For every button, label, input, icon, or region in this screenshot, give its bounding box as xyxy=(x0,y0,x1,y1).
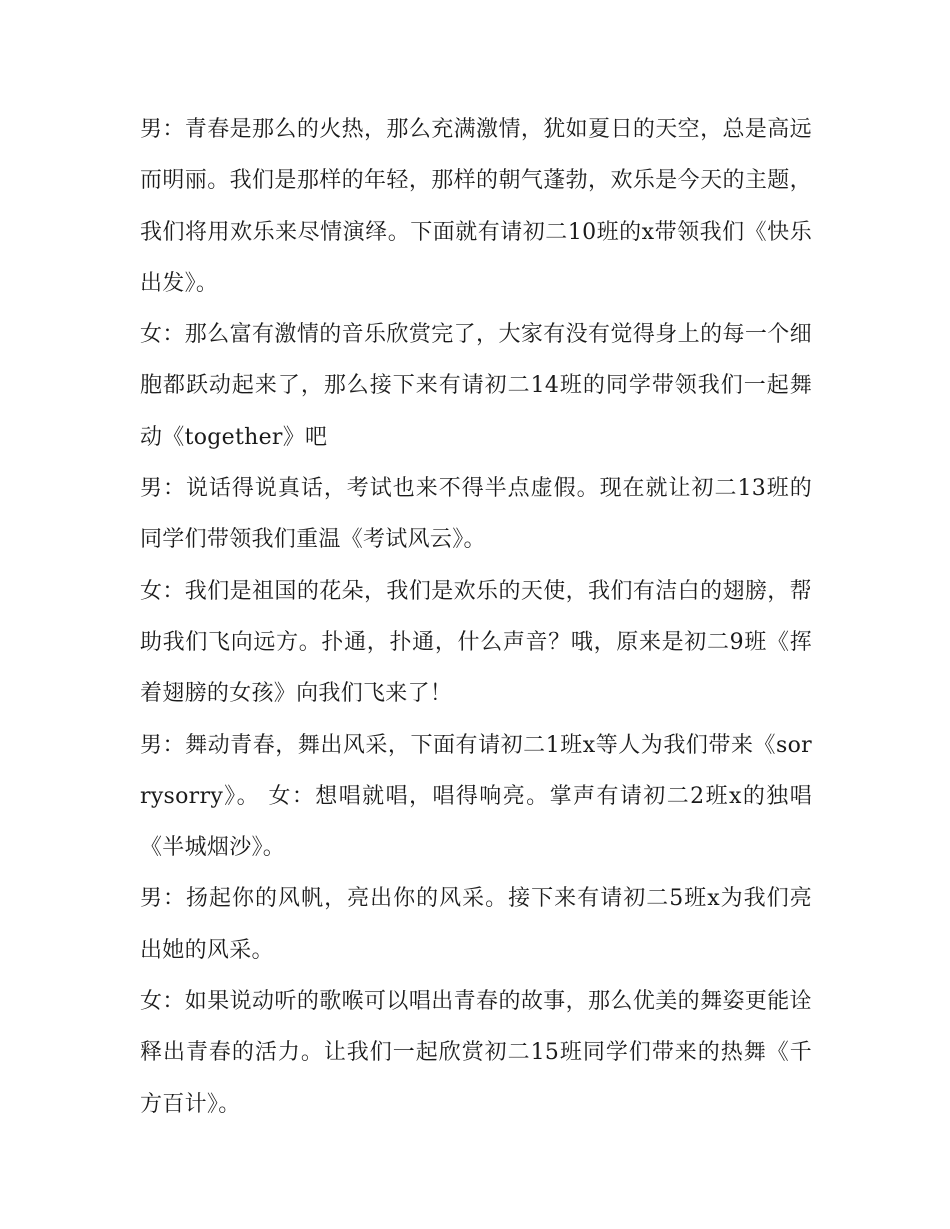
document-body xyxy=(140,104,812,1130)
paragraph-5: 男：舞动青春，舞出风采，下面有请初二1班x等人为我们带来《sorrysorry》。 女：想唱就唱，唱得响亮。掌声有请初二2班x的独唱《半城烟沙》。 xyxy=(140,732,812,861)
paragraph-1: 男：青春是那么的火热，那么充满激情，犹如夏日的天空，总是高远而明丽。我们是那样的年轻，那样的朝气蓬勃，欢乐是今天的主题，我们将用欢乐来尽情演绎。下面就有请初二10班的x带领我们《快乐出发》。 xyxy=(140,117,812,296)
paragraph-3: 男：说话得说真话，考试也来不得半点虚假。现在就让初二13班的同学们带领我们重温《考试风云》。 xyxy=(140,476,812,553)
paragraph-6: 男：扬起你的风帆，亮出你的风采。接下来有请初二5班x为我们亮出她的风采。 xyxy=(140,886,812,963)
paragraph-2: 女：那么富有激情的音乐欣赏完了，大家有没有觉得身上的每一个细胞都跃动起来了，那么接下来有请初二14班的同学带领我们一起舞动《together》吧 xyxy=(140,322,812,450)
paragraph-4: 女：我们是祖国的花朵，我们是欢乐的天使，我们有洁白的翅膀，帮助我们飞向远方。扑通，扑通，什么声音？哦，原来是初二9班《挥着翅膀的女孩》向我们飞来了！ xyxy=(140,578,812,707)
paragraph-7: 女：如果说动听的歌喉可以唱出青春的故事，那么优美的舞姿更能诠释出青春的活力。让我们一起欣赏初二15班同学们带来的热舞《千方百计》。 xyxy=(140,989,812,1117)
